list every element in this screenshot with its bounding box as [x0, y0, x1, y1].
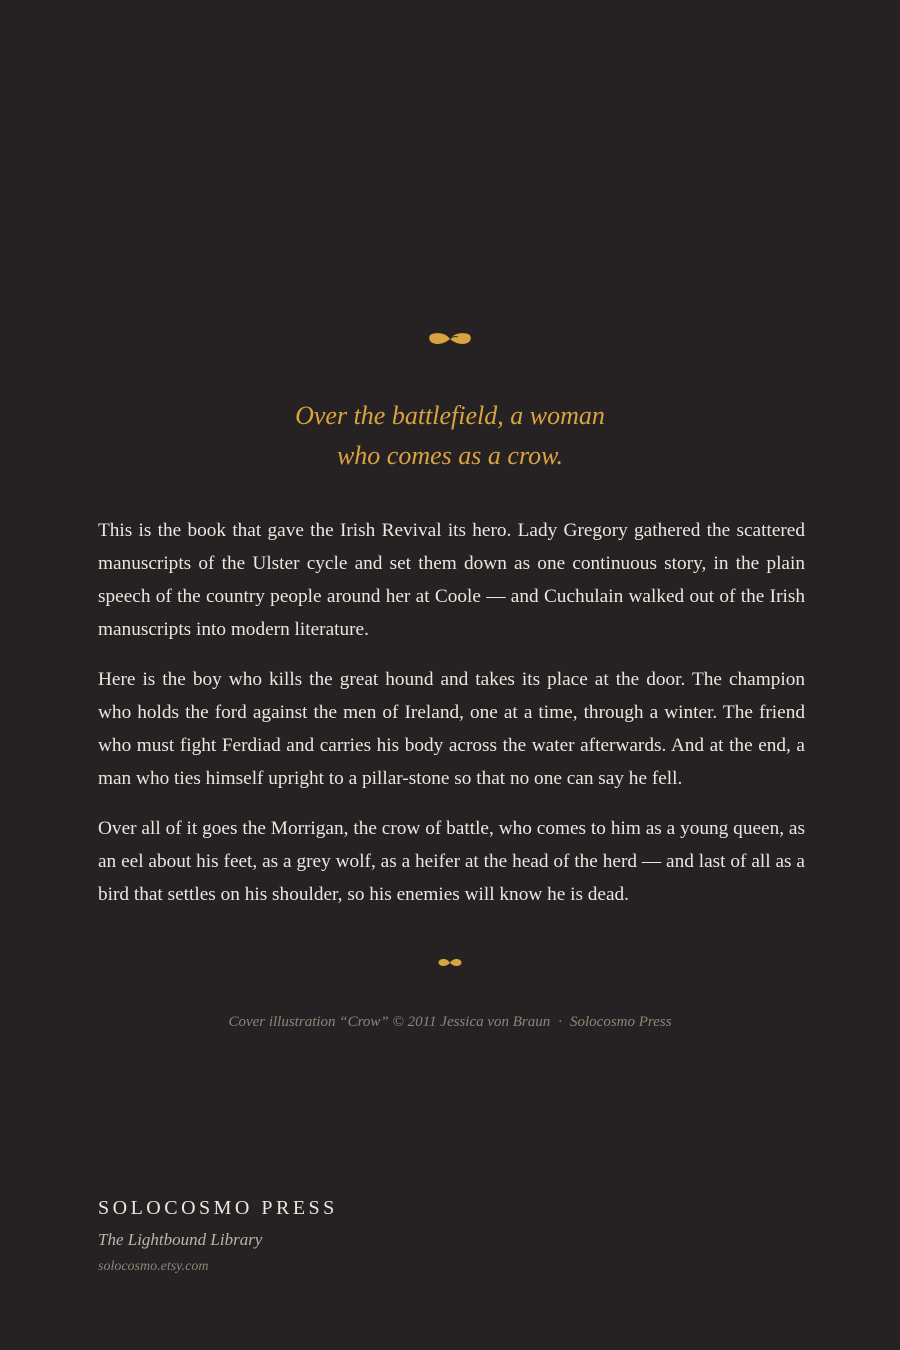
- tagline-line-2: who comes as a crow.: [336, 441, 564, 470]
- illustration-credit: [0, 1011, 900, 1033]
- series-name: The Lightbound Library: [98, 1230, 263, 1249]
- publisher-url: solocosmo.etsy.com: [98, 1259, 209, 1274]
- credit-press: Solocosmo Press: [570, 1014, 672, 1030]
- tagline: [0, 396, 900, 476]
- publisher-name: SOLOCOSMO PRESS: [98, 1197, 338, 1219]
- credit-illustration: Cover illustration “Crow” © 2011 Jessica von Braun: [228, 1014, 551, 1030]
- credit-separator: ·: [558, 1014, 563, 1030]
- blurb-paragraph-3: Over all of it goes the Morrigan, the crow of battle, who comes to him as a young queen, as an eel about his feet, as a grey wolf, as a heifer at the head of the herd — and last of all as a bird that settles on his shoulder, so his enemies will know he is dead.: [98, 818, 805, 905]
- fleuron-ornament-icon: [438, 958, 462, 968]
- fleuron-ornament-icon: [428, 331, 472, 347]
- blurb: [98, 514, 805, 928]
- blurb-paragraph-2: Here is the boy who kills the great hound and takes its place at the door. The champion who holds the ford against the men of Ireland, one at a time, through a winter. The friend who must fight Ferdiad and carries his body across the water afterwards. And at the end, a man who ties himself upright to a pillar-stone so that no one can say he fell.: [98, 669, 805, 789]
- blurb-paragraph-1: This is the book that gave the Irish Revival its hero. Lady Gregory gathered the scattered manuscripts of the Ulster cycle and set them down as one continuous story, in the plain speech of the country people around her at Coole — and Cuchulain walked out of the Irish manuscripts into modern literature.: [98, 520, 805, 640]
- tagline-line-1: Over the battlefield, a woman: [295, 401, 605, 430]
